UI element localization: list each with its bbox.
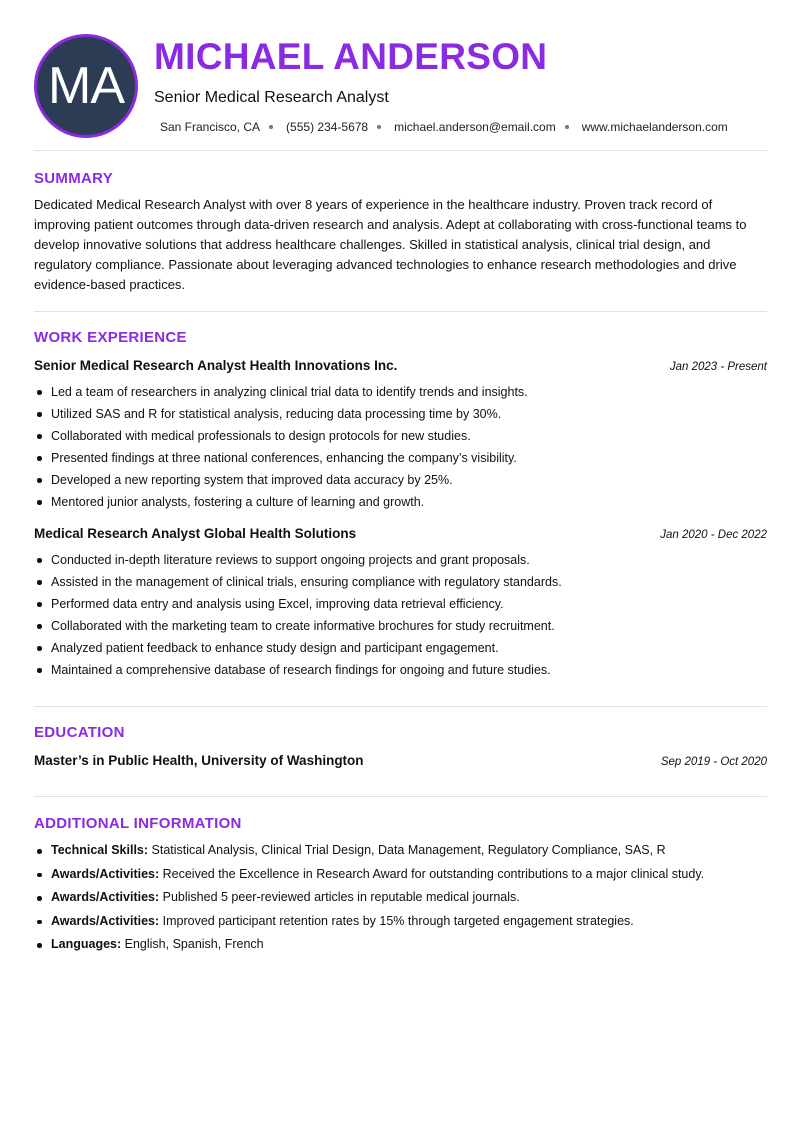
additional-info-heading: ADDITIONAL INFORMATION	[34, 815, 242, 832]
job-date: Jan 2020 - Dec 2022	[660, 529, 767, 541]
job-bullets	[34, 381, 767, 513]
list-item: Led a team of researchers in analyzing clinical trial data to identify trends and insights.	[34, 381, 767, 403]
list-item	[34, 910, 767, 934]
list-item: Collaborated with medical professionals to design protocols for new studies.	[34, 425, 767, 447]
job-role: Senior Medical Research Analyst Health Innovations Inc.	[34, 358, 398, 373]
list-item: Developed a new reporting system that improved data accuracy by 25%.	[34, 469, 767, 491]
section-divider	[34, 150, 767, 151]
list-item	[34, 886, 767, 910]
job-bullets	[34, 549, 767, 681]
item-label: Technical Skills:	[51, 843, 149, 857]
job-role: Medical Research Analyst Global Health Solutions	[34, 526, 357, 541]
avatar	[34, 34, 138, 138]
job-header	[34, 526, 767, 541]
contact-website[interactable]: www.michaelanderson.com	[581, 120, 728, 134]
list-item: Utilized SAS and R for statistical analysis, reducing data processing time by 30%.	[34, 403, 767, 425]
contact-email[interactable]: michael.anderson@email.com	[394, 120, 556, 134]
separator-dot	[565, 125, 569, 129]
item-label: Awards/Activities:	[51, 890, 160, 904]
candidate-title: Senior Medical Research Analyst	[154, 89, 389, 106]
candidate-name: MICHAEL ANDERSON	[154, 36, 548, 77]
list-item: Analyzed patient feedback to enhance study design and participant engagement.	[34, 637, 767, 659]
summary-heading: SUMMARY	[34, 170, 114, 187]
additional-info-list	[34, 839, 767, 957]
work-experience-heading: WORK EXPERIENCE	[34, 329, 187, 346]
item-label: Languages:	[51, 937, 122, 951]
list-item: Presented findings at three national conferences, enhancing the company’s visibility.	[34, 447, 767, 469]
education-heading: EDUCATION	[34, 724, 125, 741]
item-label: Awards/Activities:	[51, 913, 160, 928]
item-value: Statistical Analysis, Clinical Trial Design, Data Management, Regulatory Compliance, SAS, R	[148, 843, 666, 857]
section-divider	[34, 706, 767, 707]
education-date: Sep 2019 - Oct 2020	[660, 756, 767, 768]
item-value: Improved participant retention rates by 15% through targeted engagement strategies.	[159, 913, 634, 928]
list-item: Maintained a comprehensive database of research findings for ongoing and future studies.	[34, 659, 767, 681]
contact-bar	[160, 120, 728, 134]
job-date: Jan 2023 - Present	[669, 361, 767, 373]
list-item: Performed data entry and analysis using Excel, improving data retrieval efficiency.	[34, 593, 767, 615]
item-value: Received the Excellence in Research Award for outstanding contributions to a major clinical study.	[159, 866, 705, 881]
separator-dot	[269, 125, 273, 129]
contact-location: San Francisco, CA	[160, 120, 261, 134]
summary-text: Dedicated Medical Research Analyst with over 8 years of experience in the healthcare industry. Proven track record of improving patient outcomes through data-driven research and analysis. Adept at collaborating with cross-functional teams to develop innovative solutions that address healthcare challenges. Skilled in statistical analysis, clinical trial design, and regulatory compliance. Passionate about leveraging advanced technologies to enhance research methodologies and drive evidence-based practices.	[34, 197, 747, 292]
list-item: Conducted in-depth literature reviews to support ongoing projects and grant proposals.	[34, 549, 767, 571]
list-item: Assisted in the management of clinical trials, ensuring compliance with regulatory standards.	[34, 571, 767, 593]
education-entry	[34, 753, 767, 768]
item-value: Published 5 peer-reviewed articles in reputable medical journals.	[159, 890, 520, 904]
item-label: Awards/Activities:	[51, 866, 160, 881]
list-item	[34, 863, 767, 887]
avatar-initials: MA	[48, 57, 124, 115]
separator-dot	[377, 125, 381, 129]
list-item	[34, 933, 767, 957]
section-divider	[34, 311, 767, 312]
education-degree: Master’s in Public Health, University of Washington	[34, 753, 364, 768]
list-item: Mentored junior analysts, fostering a culture of learning and growth.	[34, 491, 767, 513]
list-item	[34, 839, 767, 863]
item-value: English, Spanish, French	[121, 937, 264, 951]
contact-phone: (555) 234-5678	[286, 120, 369, 134]
job-header	[34, 358, 767, 373]
list-item: Collaborated with the marketing team to create informative brochures for study recruitment.	[34, 615, 767, 637]
section-divider	[34, 796, 767, 797]
